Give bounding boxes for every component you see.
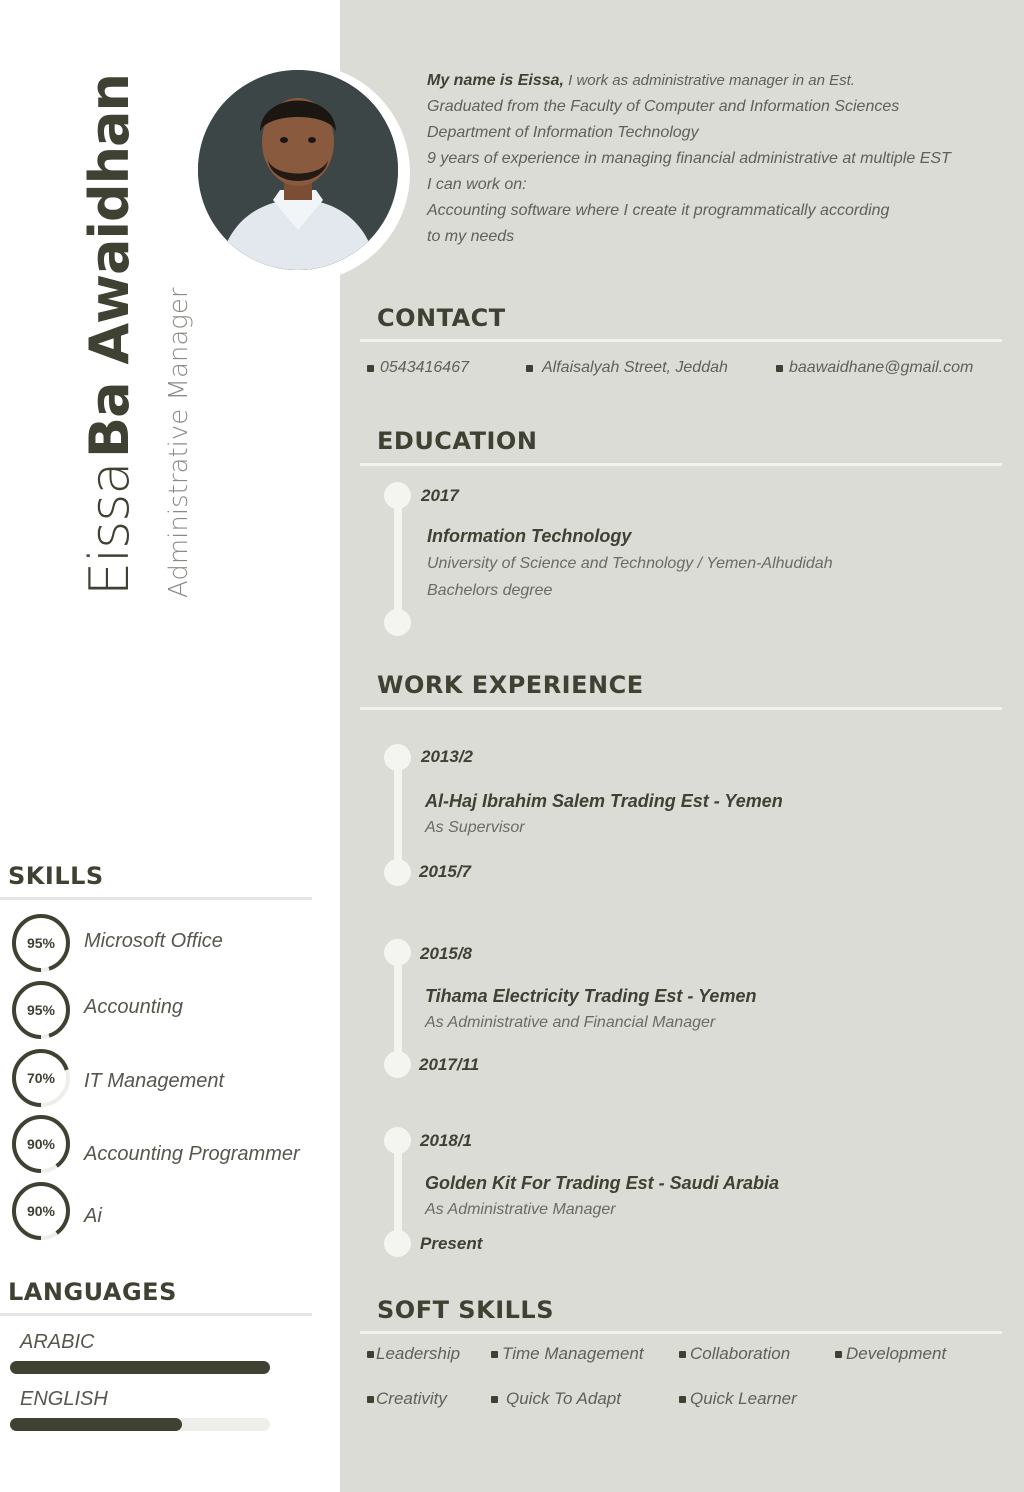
bullet-icon [526,365,533,372]
job-end-date: 2015/7 [419,862,471,881]
skill-ring [10,1047,72,1109]
skill-percent: 95% [26,935,56,951]
job-start-date: 2018/1 [420,1131,472,1150]
intro-line: Graduated from the Faculty of Computer and Information Sciences [427,98,900,115]
timeline-dot [384,859,411,886]
timeline-line [394,1140,402,1244]
timeline-dot [384,482,411,509]
job-role: As Administrative Manager [425,1201,616,1218]
intro-line: to my needs [427,228,515,245]
soft-skill-label: Creativity [376,1389,447,1408]
skill-name: Microsoft Office [84,930,223,952]
education-year: 2017 [421,486,459,505]
job-start-date: 2015/8 [420,944,472,963]
education-heading: EDUCATION [377,427,538,455]
job-title: Administrative Manager [164,287,194,598]
profile-photo [198,70,398,270]
education-degree: Bachelors degree [427,582,553,599]
soft-skill-label: Development [846,1344,947,1363]
job-company: Golden Kit For Trading Est - Saudi Arabia [425,1173,780,1193]
timeline-line [394,758,402,872]
job-end-date: Present [420,1234,483,1253]
job-start-date: 2013/2 [421,747,473,766]
intro-line: I can work on: [427,176,527,193]
skill-name: IT Management [84,1070,225,1092]
bullet-icon [679,1396,686,1403]
intro-text [427,68,1017,250]
skills-divider [0,897,312,900]
language-name: ARABIC [20,1331,95,1353]
languages-divider [0,1313,312,1316]
skill-ring [10,979,72,1041]
language-bar-fill [10,1361,270,1374]
experience-divider [360,707,1002,710]
intro-line: Department of Information Technology [427,124,699,141]
experience-heading: WORK EXPERIENCE [377,671,644,699]
email-text: baawaidhane@gmail.com [789,359,974,376]
bullet-icon [776,365,783,372]
soft-skill-label: Collaboration [690,1344,791,1363]
soft-skills-divider [360,1331,1002,1334]
soft-skill-label: Time Management [502,1344,644,1363]
timeline-dot [384,1127,411,1154]
intro-line: Accounting software where I create it programmatically according [427,202,890,219]
contact-phone [367,359,469,377]
soft-skills-heading: SOFT SKILLS [377,1296,554,1324]
education-divider [360,463,1002,466]
bullet-icon [367,1396,374,1403]
job-company: Al-Haj Ibrahim Salem Trading Est - Yemen [425,791,783,811]
soft-skill-label: Quick To Adapt [506,1389,621,1408]
intro-line-1 [427,68,1017,94]
soft-skill-label: Leadership [376,1344,461,1363]
phone-text: 0543416467 [380,359,469,376]
soft-skill [491,1389,621,1409]
language-bar [10,1361,270,1374]
job-end-date: 2017/11 [419,1055,480,1074]
skill-name: Accounting Programmer [84,1143,300,1165]
last-name: Ba Awaidhan [78,74,141,459]
language-bar-fill [10,1418,182,1431]
skill-ring [10,1180,72,1242]
contact-heading: CONTACT [377,304,506,332]
intro-first-line: I work as administrative manager in an Est. [563,72,855,89]
language-bar [10,1418,270,1431]
skill-percent: 95% [26,1002,56,1018]
bullet-icon [491,1351,498,1358]
contact-address [526,359,728,377]
soft-skill [491,1344,644,1364]
job-company: Tihama Electricity Trading Est - Yemen [425,986,757,1006]
skill-name: Accounting [84,996,183,1018]
timeline-line [394,496,402,622]
intro-name: My name is Eissa, [427,72,564,89]
timeline-dot [384,1230,411,1257]
timeline-dot [384,609,411,636]
soft-skill [367,1344,460,1364]
first-name: Eissa [78,462,141,596]
bullet-icon [491,1396,498,1403]
bullet-icon [835,1351,842,1358]
timeline-line [394,953,402,1065]
bullet-icon [367,1351,374,1358]
timeline-dot [384,939,411,966]
skill-name: Ai [84,1205,102,1227]
soft-skill [835,1344,946,1364]
job-role: As Administrative and Financial Manager [425,1014,716,1031]
contact-divider [360,339,1002,342]
intro-line: 9 years of experience in managing financial administrative at multiple EST [427,150,951,167]
skill-ring [10,912,72,974]
job-role: As Supervisor [425,819,525,836]
soft-skill [367,1389,447,1409]
skill-percent: 90% [26,1203,56,1219]
language-name: ENGLISH [20,1388,108,1410]
skill-percent: 70% [26,1070,56,1086]
person-portrait-icon [198,70,398,270]
full-name [78,74,141,596]
address-text: Alfaisalyah Street, Jeddah [542,359,728,376]
bullet-icon [367,365,374,372]
languages-heading: LANGUAGES [8,1278,177,1306]
soft-skill [679,1344,790,1364]
timeline-dot [384,744,411,771]
skills-heading: SKILLS [8,862,104,890]
skill-ring [10,1113,72,1175]
education-field: Information Technology [427,526,632,546]
soft-skill [679,1389,797,1409]
skill-percent: 90% [26,1136,56,1152]
contact-email [776,359,973,377]
timeline-dot [384,1051,411,1078]
education-university: University of Science and Technology / Yemen-Alhudidah [427,555,833,572]
soft-skill-label: Quick Learner [690,1389,797,1408]
bullet-icon [679,1351,686,1358]
